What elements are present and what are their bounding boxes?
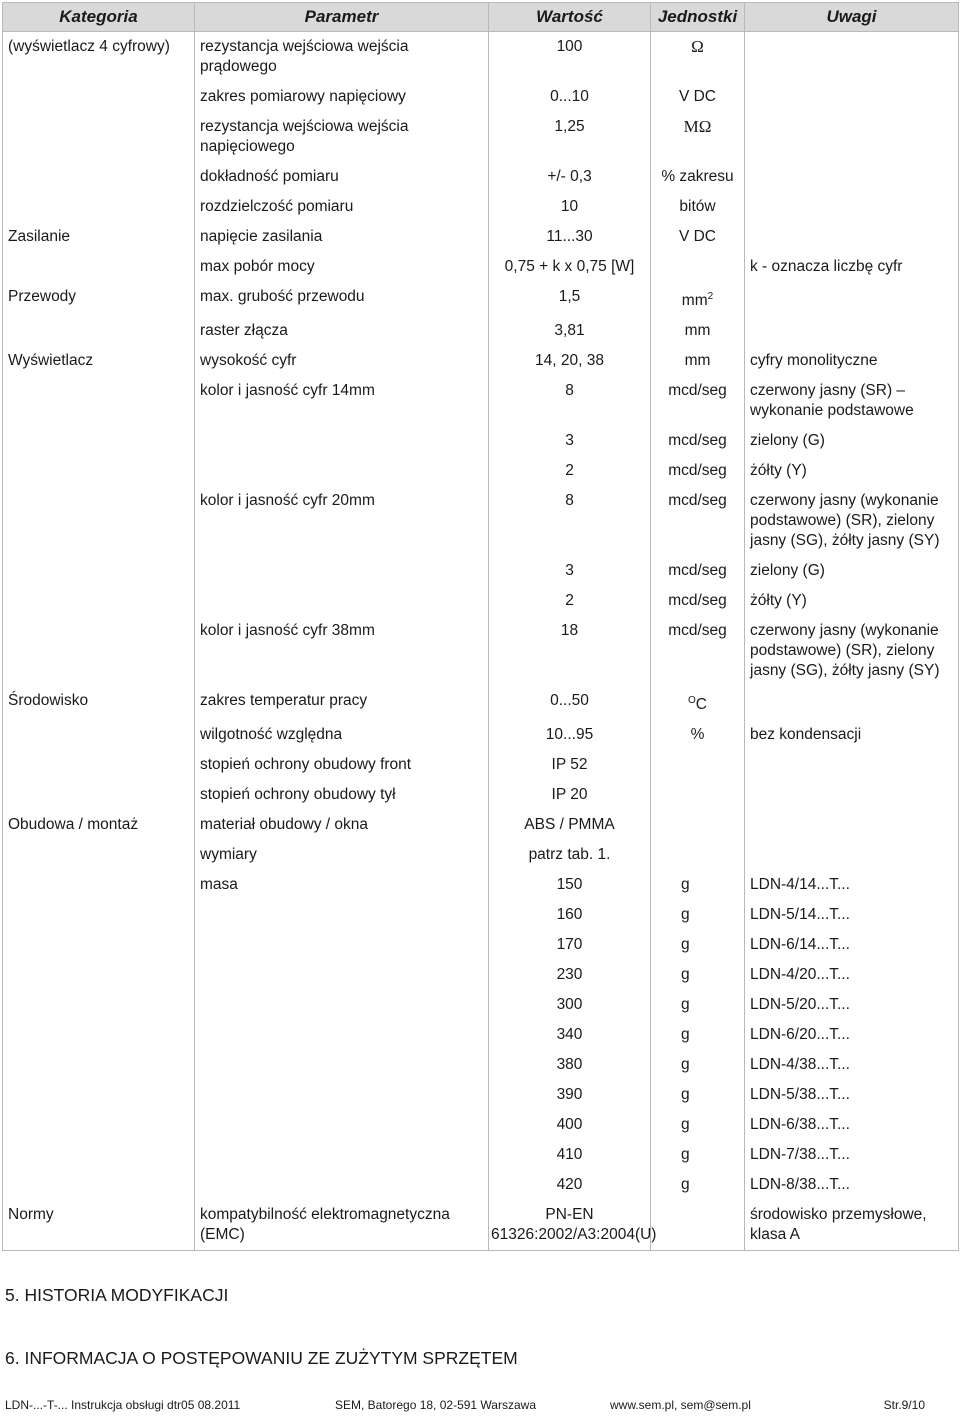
unit-cell <box>651 162 745 192</box>
note-cell: LDN-6/14...T... <box>745 930 959 960</box>
note-cell: LDN-4/20...T... <box>745 960 959 990</box>
unit-cell <box>651 616 745 686</box>
value-cell: 0...10 <box>489 82 651 112</box>
table-row <box>3 456 959 486</box>
value-cell: 0...50 <box>489 686 651 720</box>
unit-cell <box>651 1020 745 1050</box>
category-cell <box>3 556 195 586</box>
header-jednostki: Jednostki <box>651 3 745 32</box>
note-cell: czerwony jasny (wykonanie podstawowe) (SR), zielony jasny (SG), żółty jasny (SY) <box>745 616 959 686</box>
value-cell: 14, 20, 38 <box>489 346 651 376</box>
table-row <box>3 1080 959 1110</box>
table-row <box>3 616 959 686</box>
category-cell: Przewody <box>3 282 195 316</box>
parameter-cell: materiał obudowy / okna <box>195 810 489 840</box>
value-cell: 8 <box>489 376 651 426</box>
value-cell: PN-EN 61326:2002/A3:2004(U) <box>489 1200 651 1251</box>
note-cell <box>745 840 959 870</box>
parameter-cell: raster złącza <box>195 316 489 346</box>
unit-text: C <box>695 696 707 714</box>
value-cell: 420 <box>489 1170 651 1200</box>
category-cell <box>3 586 195 616</box>
parameter-cell <box>195 556 489 586</box>
parameter-cell: zakres pomiarowy napięciowy <box>195 82 489 112</box>
note-cell: zielony (G) <box>745 426 959 456</box>
table-row <box>3 810 959 840</box>
value-cell: 150 <box>489 870 651 900</box>
unit-cell <box>651 990 745 1020</box>
category-cell: Normy <box>3 1200 195 1251</box>
table-row <box>3 556 959 586</box>
table-row <box>3 990 959 1020</box>
section-heading-history: 5. HISTORIA MODYFIKACJI <box>5 1285 229 1305</box>
unit-text: g <box>681 1056 690 1074</box>
unit-superscript: O <box>688 695 696 707</box>
note-cell: żółty (Y) <box>745 586 959 616</box>
category-cell <box>3 1080 195 1110</box>
unit-text: V DC <box>678 88 717 105</box>
value-cell: 2 <box>489 586 651 616</box>
parameter-cell: kolor i jasność cyfr 38mm <box>195 616 489 686</box>
parameter-cell: masa <box>195 870 489 900</box>
value-cell: 3,81 <box>489 316 651 346</box>
note-cell: LDN-6/38...T... <box>745 1110 959 1140</box>
parameter-cell: kolor i jasność cyfr 14mm <box>195 376 489 426</box>
value-cell: 18 <box>489 616 651 686</box>
unit-text: mcd/seg <box>668 622 727 640</box>
spec-table <box>2 2 959 1251</box>
parameter-cell: rezystancja wejściowa wejścia napięciowego <box>195 112 489 162</box>
table-row <box>3 252 959 282</box>
category-cell <box>3 1170 195 1200</box>
unit-text: mcd/seg <box>668 432 727 450</box>
note-cell <box>745 780 959 810</box>
unit-cell <box>651 376 745 426</box>
table-row <box>3 840 959 870</box>
category-cell <box>3 990 195 1020</box>
category-cell <box>3 1140 195 1170</box>
value-cell: 0,75 + k x 0,75 [W] <box>489 252 651 282</box>
note-cell: LDN-4/14...T... <box>745 870 959 900</box>
parameter-cell <box>195 1110 489 1140</box>
note-cell <box>745 316 959 346</box>
table-row <box>3 316 959 346</box>
category-cell <box>3 720 195 750</box>
unit-text: Ω <box>691 37 704 56</box>
parameter-cell <box>195 930 489 960</box>
value-cell: 1,25 <box>489 112 651 162</box>
table-row <box>3 1200 959 1251</box>
parameter-cell: dokładność pomiaru <box>195 162 489 192</box>
value-cell: 380 <box>489 1050 651 1080</box>
parameter-cell <box>195 1080 489 1110</box>
value-cell: 340 <box>489 1020 651 1050</box>
unit-cell <box>651 426 745 456</box>
unit-text: mcd/seg <box>668 462 727 480</box>
category-cell: (wyświetlacz 4 cyfrowy) <box>3 32 195 83</box>
table-header-row <box>3 3 959 32</box>
parameter-cell <box>195 426 489 456</box>
value-cell: 1,5 <box>489 282 651 316</box>
value-cell: ABS / PMMA <box>489 810 651 840</box>
note-cell: LDN-6/20...T... <box>745 1020 959 1050</box>
section-heading-disposal: 6. INFORMACJA O POSTĘPOWANIU ZE ZUŻYTYM SPRZĘTEM <box>5 1348 518 1368</box>
category-cell <box>3 316 195 346</box>
category-cell <box>3 192 195 222</box>
unit-text: g <box>681 1146 690 1164</box>
note-cell <box>745 686 959 720</box>
unit-text: mcd/seg <box>668 592 727 610</box>
note-cell <box>745 282 959 316</box>
category-cell: Obudowa / montaż <box>3 810 195 840</box>
category-cell <box>3 960 195 990</box>
value-cell: 2 <box>489 456 651 486</box>
note-cell <box>745 222 959 252</box>
category-cell <box>3 162 195 192</box>
unit-cell <box>651 1170 745 1200</box>
unit-text: % <box>690 726 705 744</box>
category-cell <box>3 930 195 960</box>
note-cell: żółty (Y) <box>745 456 959 486</box>
table-row <box>3 1140 959 1170</box>
parameter-cell: max. grubość przewodu <box>195 282 489 316</box>
table-row <box>3 586 959 616</box>
note-cell: LDN-4/38...T... <box>745 1050 959 1080</box>
unit-text: g <box>681 876 690 894</box>
header-uwagi: Uwagi <box>745 3 959 32</box>
value-cell: 170 <box>489 930 651 960</box>
category-cell <box>3 82 195 112</box>
value-cell: 410 <box>489 1140 651 1170</box>
category-cell <box>3 426 195 456</box>
unit-text: mcd/seg <box>668 562 727 580</box>
category-cell <box>3 900 195 930</box>
unit-cell <box>651 720 745 750</box>
unit-text: % zakresu <box>661 168 734 185</box>
table-row <box>3 1050 959 1080</box>
unit-cell <box>651 222 745 252</box>
unit-cell <box>651 112 745 162</box>
footer-address: SEM, Batorego 18, 02-591 Warszawa <box>335 1398 536 1412</box>
unit-cell <box>651 840 745 870</box>
parameter-cell <box>195 1140 489 1170</box>
table-row <box>3 346 959 376</box>
value-cell: 8 <box>489 486 651 556</box>
category-cell <box>3 1020 195 1050</box>
spec-table-body <box>3 32 959 1251</box>
note-cell: bez kondensacji <box>745 720 959 750</box>
unit-text: g <box>681 936 690 954</box>
unit-cell <box>651 960 745 990</box>
note-cell: LDN-5/20...T... <box>745 990 959 1020</box>
unit-cell <box>651 316 745 346</box>
note-cell: zielony (G) <box>745 556 959 586</box>
note-cell <box>745 32 959 83</box>
value-cell: IP 20 <box>489 780 651 810</box>
value-cell: 3 <box>489 426 651 456</box>
unit-text: mm <box>684 322 711 340</box>
value-cell: 400 <box>489 1110 651 1140</box>
table-row <box>3 870 959 900</box>
table-row <box>3 486 959 556</box>
unit-cell <box>651 810 745 840</box>
unit-cell <box>651 870 745 900</box>
parameter-cell <box>195 990 489 1020</box>
category-cell <box>3 486 195 556</box>
parameter-cell: napięcie zasilania <box>195 222 489 252</box>
footer-contact: www.sem.pl, sem@sem.pl <box>610 1398 751 1412</box>
category-cell: Środowisko <box>3 686 195 720</box>
unit-text: mcd/seg <box>668 382 727 400</box>
parameter-cell: wysokość cyfr <box>195 346 489 376</box>
value-cell: 100 <box>489 32 651 83</box>
table-row <box>3 780 959 810</box>
unit-text: g <box>681 1176 690 1194</box>
unit-cell <box>651 282 745 316</box>
parameter-cell <box>195 456 489 486</box>
table-row <box>3 82 959 112</box>
table-row <box>3 192 959 222</box>
unit-text: mcd/seg <box>668 492 727 510</box>
header-wartosc: Wartość <box>489 3 651 32</box>
table-row <box>3 162 959 192</box>
unit-text: bitów <box>679 198 716 215</box>
footer-page-number: Str.9/10 <box>883 1398 925 1412</box>
note-cell: LDN-5/14...T... <box>745 900 959 930</box>
category-cell <box>3 750 195 780</box>
note-cell: środowisko przemysłowe, klasa A <box>745 1200 959 1251</box>
unit-text: g <box>681 1026 690 1044</box>
parameter-cell <box>195 1170 489 1200</box>
table-row <box>3 1020 959 1050</box>
value-cell: +/- 0,3 <box>489 162 651 192</box>
table-row <box>3 750 959 780</box>
unit-cell <box>651 32 745 83</box>
table-row <box>3 282 959 316</box>
unit-cell <box>651 192 745 222</box>
unit-cell <box>651 780 745 810</box>
category-cell <box>3 112 195 162</box>
unit-cell <box>651 252 745 282</box>
unit-cell <box>651 750 745 780</box>
table-row <box>3 376 959 426</box>
unit-cell <box>651 1140 745 1170</box>
unit-cell <box>651 486 745 556</box>
unit-cell <box>651 586 745 616</box>
note-cell: LDN-5/38...T... <box>745 1080 959 1110</box>
note-cell <box>745 192 959 222</box>
note-cell: czerwony jasny (wykonanie podstawowe) (SR), zielony jasny (SG), żółty jasny (SY) <box>745 486 959 556</box>
table-row <box>3 720 959 750</box>
table-row <box>3 1170 959 1200</box>
parameter-cell <box>195 900 489 930</box>
parameter-cell: max pobór mocy <box>195 252 489 282</box>
parameter-cell <box>195 960 489 990</box>
value-cell: 300 <box>489 990 651 1020</box>
parameter-cell: rezystancja wejściowa wejścia prądowego <box>195 32 489 83</box>
page-footer <box>5 1398 955 1414</box>
unit-cell <box>651 1200 745 1251</box>
parameter-cell <box>195 1020 489 1050</box>
table-row <box>3 112 959 162</box>
note-cell: k - oznacza liczbę cyfr <box>745 252 959 282</box>
parameter-cell <box>195 586 489 616</box>
unit-cell <box>651 82 745 112</box>
table-row <box>3 686 959 720</box>
category-cell <box>3 840 195 870</box>
value-cell: patrz tab. 1. <box>489 840 651 870</box>
table-row <box>3 960 959 990</box>
parameter-cell <box>195 1050 489 1080</box>
header-kategoria: Kategoria <box>3 3 195 32</box>
unit-text: g <box>681 966 690 984</box>
parameter-cell: wymiary <box>195 840 489 870</box>
header-parametr: Parametr <box>195 3 489 32</box>
category-cell <box>3 376 195 426</box>
unit-superscript: 2 <box>707 291 714 302</box>
category-cell: Zasilanie <box>3 222 195 252</box>
note-cell: czerwony jasny (SR) – wykonanie podstawowe <box>745 376 959 426</box>
parameter-cell: stopień ochrony obudowy tył <box>195 780 489 810</box>
table-row <box>3 32 959 83</box>
value-cell: 230 <box>489 960 651 990</box>
category-cell <box>3 1110 195 1140</box>
unit-text: V DC <box>678 228 717 245</box>
value-cell: 10 <box>489 192 651 222</box>
parameter-cell: kolor i jasność cyfr 20mm <box>195 486 489 556</box>
unit-cell <box>651 1080 745 1110</box>
parameter-cell: stopień ochrony obudowy front <box>195 750 489 780</box>
note-cell <box>745 162 959 192</box>
value-cell: 10...95 <box>489 720 651 750</box>
unit-cell <box>651 456 745 486</box>
value-cell: IP 52 <box>489 750 651 780</box>
note-cell <box>745 750 959 780</box>
table-row <box>3 930 959 960</box>
unit-cell <box>651 900 745 930</box>
value-cell: 160 <box>489 900 651 930</box>
table-row <box>3 426 959 456</box>
unit-text: g <box>681 1116 690 1134</box>
unit-cell <box>651 346 745 376</box>
unit-text: g <box>681 996 690 1014</box>
unit-text: MΩ <box>683 117 712 136</box>
note-cell <box>745 112 959 162</box>
parameter-cell: wilgotność względna <box>195 720 489 750</box>
note-cell: LDN-7/38...T... <box>745 1140 959 1170</box>
note-cell: LDN-8/38...T... <box>745 1170 959 1200</box>
value-cell: 390 <box>489 1080 651 1110</box>
unit-text: mm <box>684 352 711 370</box>
parameter-cell: zakres temperatur pracy <box>195 686 489 720</box>
value-cell: 3 <box>489 556 651 586</box>
category-cell <box>3 780 195 810</box>
parameter-cell: kompatybilność elektromagnetyczna (EMC) <box>195 1200 489 1251</box>
unit-text: mm <box>681 292 708 310</box>
footer-document-info: LDN-...-T-... Instrukcja obsługi dtr05 08.2011 <box>5 1398 241 1412</box>
table-row <box>3 222 959 252</box>
unit-text: g <box>681 1086 690 1104</box>
unit-text: g <box>681 906 690 924</box>
category-cell <box>3 252 195 282</box>
unit-cell <box>651 556 745 586</box>
parameter-cell: rozdzielczość pomiaru <box>195 192 489 222</box>
unit-cell <box>651 1050 745 1080</box>
category-cell <box>3 870 195 900</box>
table-row <box>3 900 959 930</box>
value-cell: 11...30 <box>489 222 651 252</box>
note-cell <box>745 810 959 840</box>
note-cell: cyfry monolityczne <box>745 346 959 376</box>
note-cell <box>745 82 959 112</box>
category-cell <box>3 616 195 686</box>
unit-cell <box>651 930 745 960</box>
category-cell <box>3 456 195 486</box>
table-row <box>3 1110 959 1140</box>
category-cell: Wyświetlacz <box>3 346 195 376</box>
unit-cell <box>651 686 745 720</box>
unit-cell <box>651 1110 745 1140</box>
category-cell <box>3 1050 195 1080</box>
